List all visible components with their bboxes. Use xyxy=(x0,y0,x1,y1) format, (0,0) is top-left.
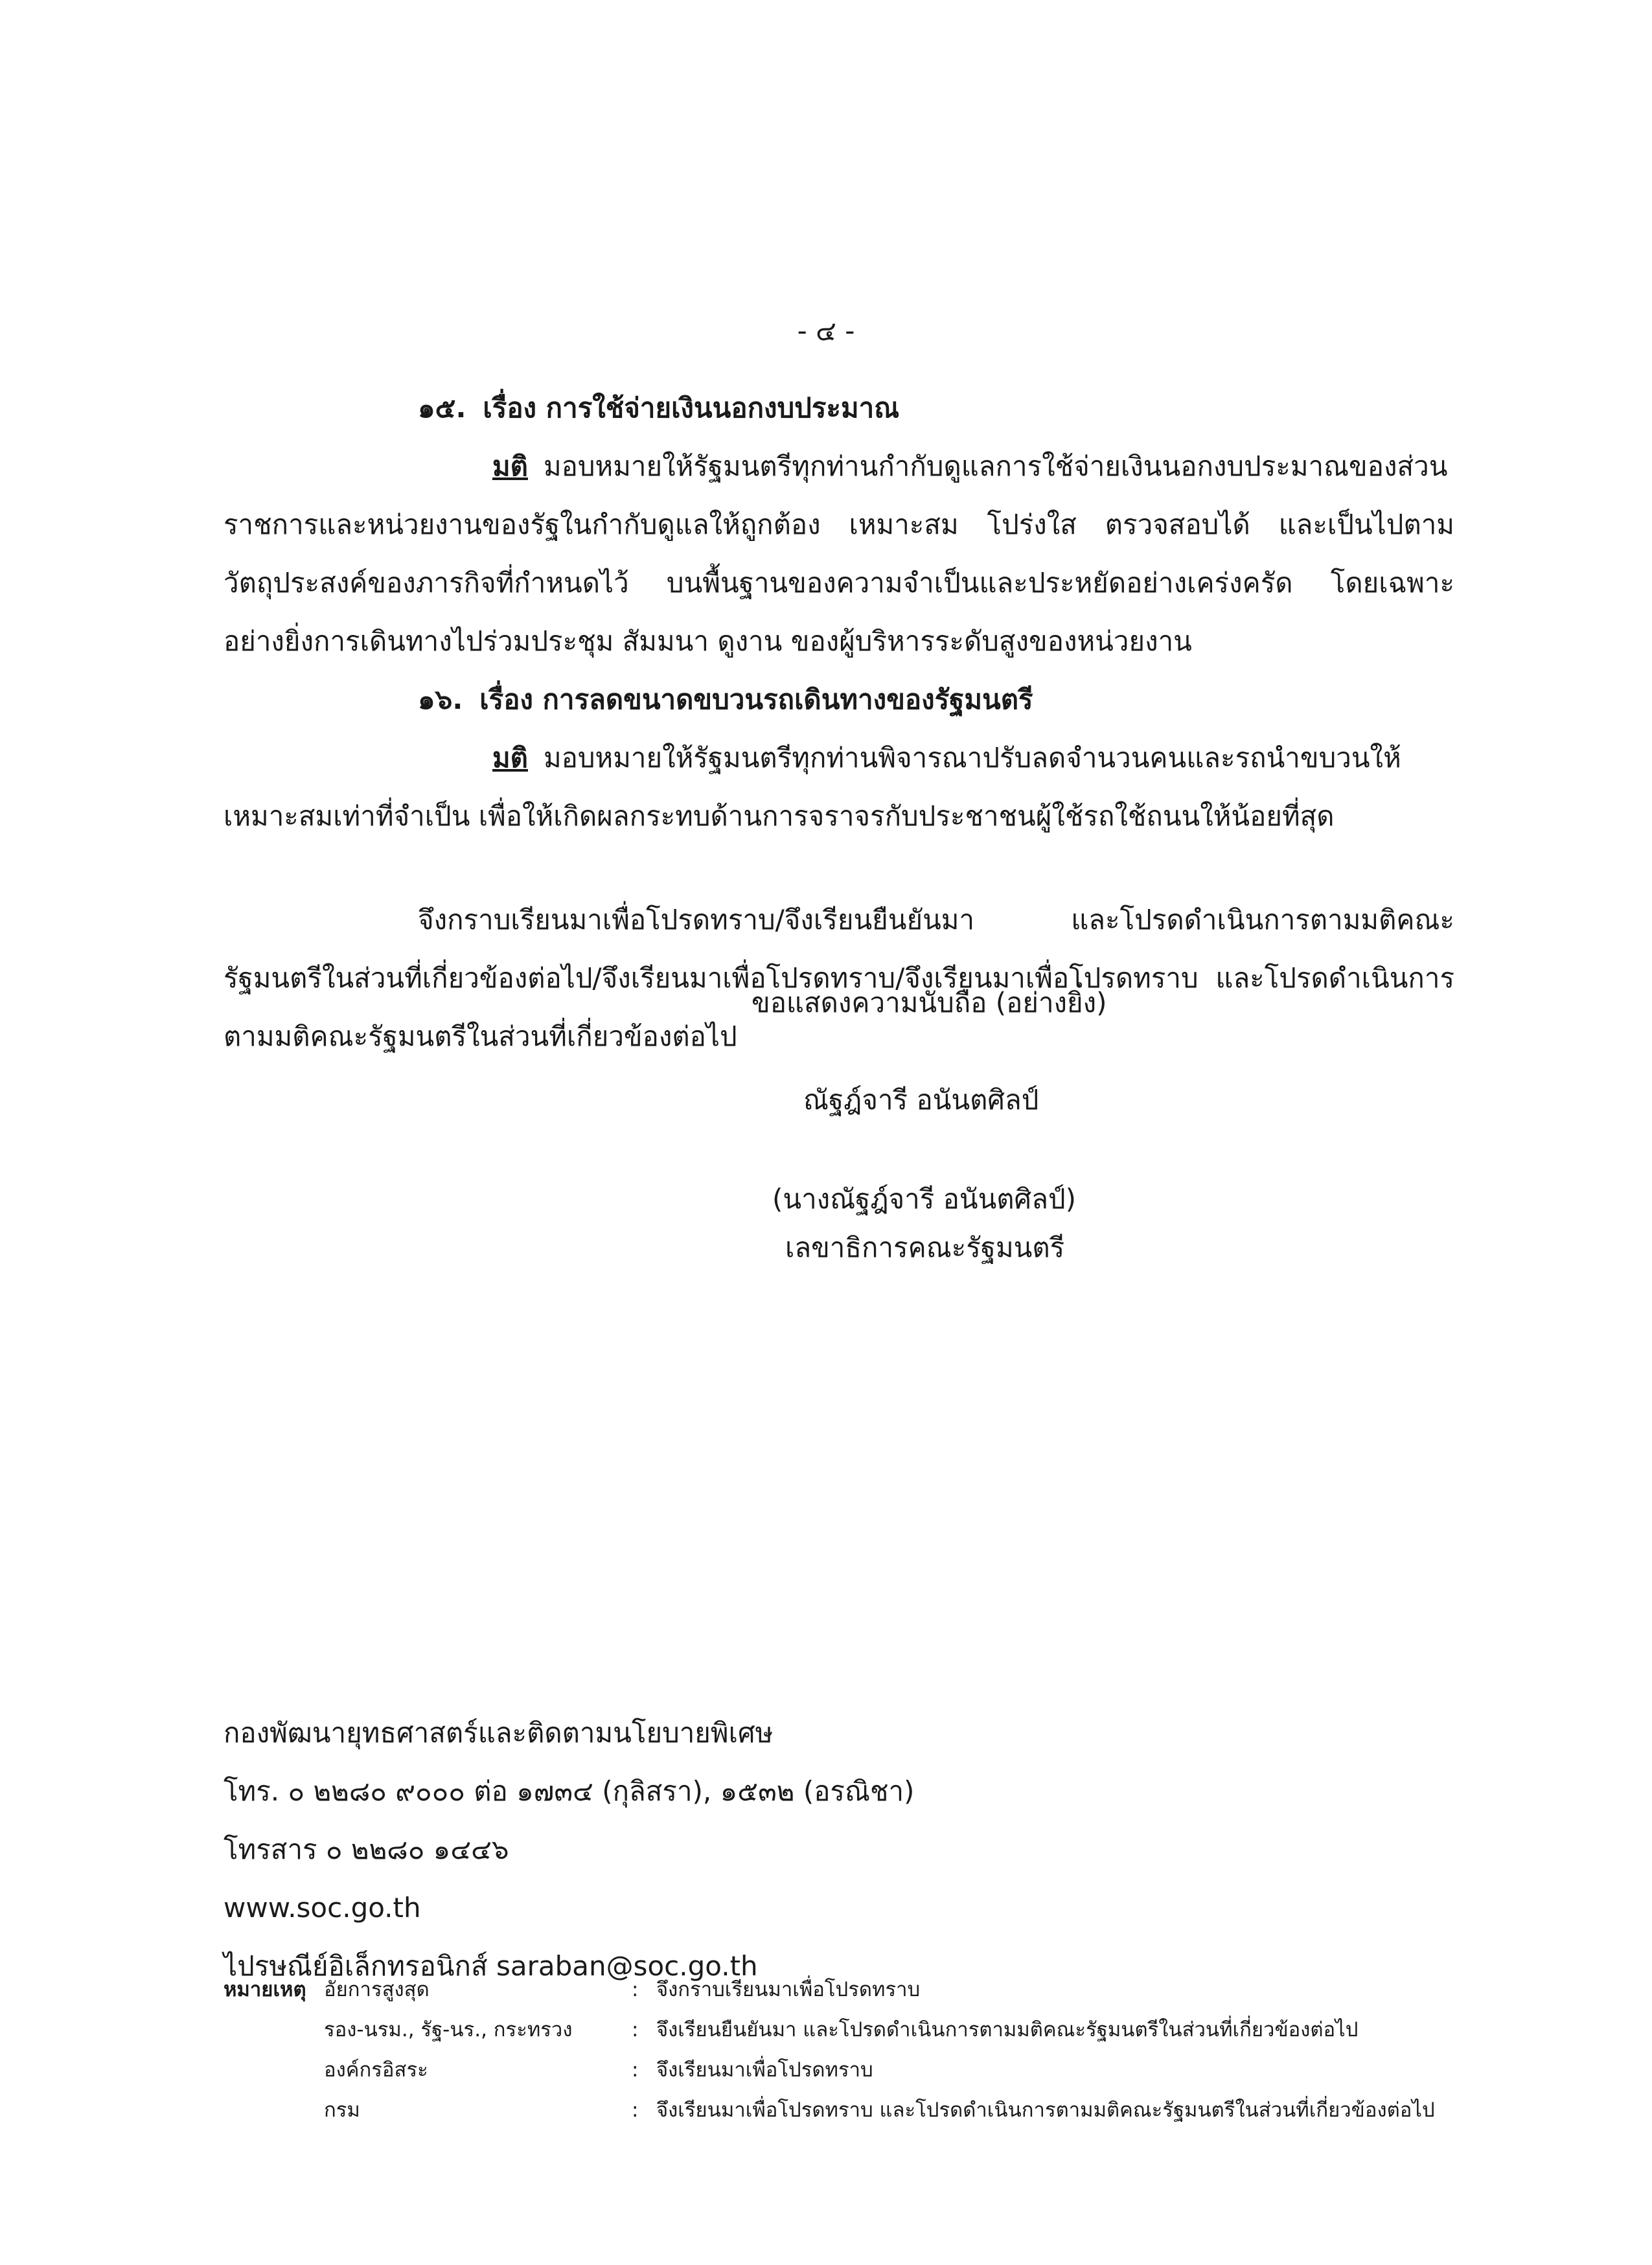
item-16-body xyxy=(224,729,1454,845)
page-number: - ๔ - xyxy=(797,315,855,347)
remarks-row: หมายเหตุ อัยการสูงสุด : จึงกราบเรียนมาเพื่อโปรดทราบ xyxy=(224,1970,1435,2010)
item-title: เรื่อง การลดขนาดขบวนรถเดินทางของรัฐมนตรี xyxy=(479,684,1033,715)
resolution-text: มอบหมายให้รัฐมนตรีทุกท่านกำกับดูแลการใช้จ่ายเงินนอกงบประมาณของส่วนราชการและหน่วยงานของรัฐในกำกับดูแลให้ถูกต้อง เหมาะสม โปร่งใส ตรวจสอบได้ และเป็นไปตามวัตถุประสงค์ของภารกิจที่กำหนดไว้ บนพื้นฐานของความจำเป็นและประหยัดอย่างเคร่งครัด โดยเฉพาะอย่างยิ่งการเดินทางไปร่วมประชุม สัมมนา ดูงาน ของผู้บริหารระดับสูงของหน่วยงาน xyxy=(224,450,1454,657)
resolution-label: มติ xyxy=(492,450,528,482)
handwritten-signature: ณัฐฎ์จารี อนันตศิลป์ xyxy=(803,1084,1039,1116)
item-number: ๑๖. xyxy=(418,684,463,715)
remarks-label: หมายเหตุ xyxy=(224,1978,306,2001)
remarks-action: จึงเรียนมาเพื่อโปรดทราบ และโปรดดำเนินการตามมติคณะรัฐมนตรีในส่วนที่เกี่ยวข้องต่อไป xyxy=(656,2098,1435,2122)
signatory-position: เลขาธิการคณะรัฐมนตรี xyxy=(785,1232,1065,1263)
remarks-recipient: อัยการสูงสุด xyxy=(324,1978,430,2001)
remarks-action: จึงเรียนยืนยันมา และโปรดดำเนินการตามมติคณะรัฐมนตรีในส่วนที่เกี่ยวข้องต่อไป xyxy=(656,2018,1359,2041)
phone-number: โทร. ๐ ๒๒๘๐ ๙๐๐๐ ต่อ ๑๗๓๔ (กุลิสรา), ๑๕๓๒ (อรณิชา) xyxy=(224,1775,915,1807)
remarks-table xyxy=(224,1970,1435,2130)
remarks-recipient: องค์กรอิสระ xyxy=(324,2058,428,2082)
printed-name: (นางณัฐฎ์จารี อนันตศิลป์) xyxy=(772,1183,1076,1215)
salutation: ขอแสดงความนับถือ (อย่างยิ่ง) xyxy=(751,987,1107,1018)
remarks-action: จึงกราบเรียนมาเพื่อโปรดทราบ xyxy=(656,1978,921,2001)
remarks-section xyxy=(224,1970,1435,2130)
remarks-row: องค์กรอิสระ : จึงเรียนมาเพื่อโปรดทราบ xyxy=(224,2050,1435,2090)
remarks-action: จึงเรียนมาเพื่อโปรดทราบ xyxy=(656,2058,873,2082)
item-number: ๑๕. xyxy=(418,392,466,424)
website: www.soc.go.th xyxy=(224,1892,421,1924)
resolution-text: มอบหมายให้รัฐมนตรีทุกท่านพิจารณาปรับลดจำนวนคนและรถนำขบวนให้เหมาะสมเท่าที่จำเป็น เพื่อให้เกิดผลกระทบด้านการจราจรกับประชาชนผู้ใช้รถใช้ถนนให้น้อยที่สุด xyxy=(224,742,1401,832)
fax-number: โทรสาร ๐ ๒๒๘๐ ๑๔๔๖ xyxy=(224,1834,509,1865)
department-name: กองพัฒนายุทธศาสตร์และติดตามนโยบายพิเศษ xyxy=(224,1717,774,1749)
remarks-row: กรม : จึงเรียนมาเพื่อโปรดทราบ และโปรดดำเนินการตามมติคณะรัฐมนตรีในส่วนที่เกี่ยวข้องต่อไป xyxy=(224,2090,1435,2130)
closing-paragraph: จึงกราบเรียนมาเพื่อโปรดทราบ/จึงเรียนยืนยันมา และโปรดดำเนินการตามมติคณะรัฐมนตรีในส่วนที่เกี่ยวข้องต่อไป/จึงเรียนมาเพื่อโปรดทราบ/จึงเรียนมาเพื่อโปรดทราบ และโปรดดำเนินการตามมติคณะรัฐมนตรีในส่วนที่เกี่ยวข้องต่อไป xyxy=(224,904,1454,1052)
email-address: ไปรษณีย์อิเล็กทรอนิกส์ saraban@soc.go.th xyxy=(224,1950,758,1982)
item-16-heading xyxy=(224,671,1454,729)
resolution-label: มติ xyxy=(492,742,528,774)
footer-contact xyxy=(224,1704,914,1995)
remarks-recipient: กรม xyxy=(324,2098,360,2122)
item-15-heading xyxy=(224,379,1454,437)
document-body xyxy=(224,379,1454,1066)
item-title: เรื่อง การใช้จ่ายเงินนอกงบประมาณ xyxy=(483,392,900,424)
item-15-body xyxy=(224,437,1454,671)
remarks-recipient: รอง-นรม., รัฐ-นร., กระทรวง xyxy=(324,2018,573,2041)
remarks-row: รอง-นรม., รัฐ-นร., กระทรวง : จึงเรียนยืนยันมา และโปรดดำเนินการตามมติคณะรัฐมนตรีในส่วนที่เกี่ยวข้องต่อไป xyxy=(224,2010,1435,2050)
